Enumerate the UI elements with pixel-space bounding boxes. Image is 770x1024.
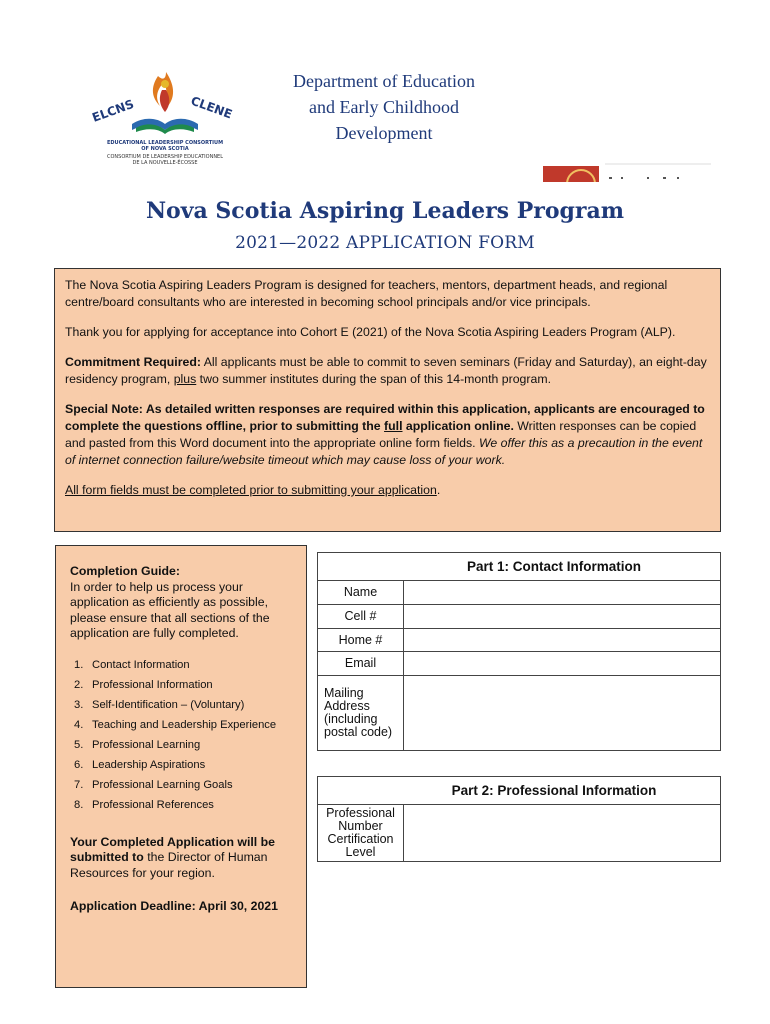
- svg-text:OF NOVA SCOTIA: OF NOVA SCOTIA: [141, 146, 189, 152]
- special-note-full: full: [384, 419, 403, 433]
- list-item: 2. Professional Information: [74, 678, 213, 691]
- partner-logo-graphic: [543, 162, 711, 182]
- intro-paragraph-1: The Nova Scotia Aspiring Leaders Program is designed for teachers, mentors, department heads, and regional centre/board consultants who are interested in becoming school principals and/or vice principals.: [65, 278, 668, 309]
- list-item: 5. Professional Learning: [74, 738, 201, 751]
- department-line-1: Department of Education: [293, 71, 475, 91]
- list-item: 1. Contact Information: [74, 658, 190, 671]
- intro-paragraph-5: [65, 482, 710, 499]
- intro-paragraph-2: Thank you for applying for acceptance into Cohort E (2021) of the Nova Scotia Aspiring Leaders Program (ALP).: [65, 325, 676, 339]
- special-note-text: Written responses can be copied and pasted from this Word document into the appropriate online form fields.: [65, 419, 697, 450]
- commitment-plus: plus: [173, 372, 197, 386]
- svg-text:CLENE: CLENE: [188, 93, 235, 122]
- submission-note-bold: Your Completed Application will be submitted to: [70, 834, 275, 864]
- email-field[interactable]: [404, 652, 721, 676]
- commitment-text-a: All applicants must be able to commit to seven seminars (Friday and Saturday), an eight-day residency program,: [65, 355, 707, 386]
- application-deadline: Application Deadline: April 30, 2021: [70, 899, 278, 913]
- list-item: 4. Teaching and Leadership Experience: [74, 718, 277, 731]
- submission-note-text: the Director of Human Resources for your region.: [70, 850, 268, 880]
- cell-label: Cell #: [318, 605, 404, 629]
- special-note-b: application online.: [405, 419, 514, 433]
- professional-number-field[interactable]: [404, 805, 721, 862]
- professional-information-table: [317, 776, 721, 862]
- home-label: Home #: [318, 629, 404, 652]
- contact-information-table: [317, 552, 721, 751]
- list-item: 3. Self-Identification – (Voluntary): [74, 698, 245, 711]
- guide-text: In order to help us process your application as efficiently as possible, please ensure that all sections of the application are fully completed.: [70, 579, 270, 640]
- list-item: 7. Professional Learning Goals: [74, 778, 233, 791]
- svg-text:DE LA NOUVELLE-ÉCOSSE: DE LA NOUVELLE-ÉCOSSE: [132, 160, 198, 166]
- form-fields-note-end: .: [436, 483, 441, 497]
- cell-field[interactable]: [404, 605, 721, 629]
- special-note-italic: We offer this as a precaution in the event of internet connection failure/website timeout which may cause loss of your work.: [65, 436, 703, 467]
- department-name: [250, 68, 518, 146]
- svg-text:ELCNS: ELCNS: [90, 96, 136, 125]
- elcns-logo-graphic: [80, 62, 250, 174]
- professional-number-label: Professional Number Certification Level: [318, 805, 404, 862]
- commitment-text-b: two summer institutes during the span of this 14-month program.: [199, 372, 551, 386]
- svg-text:CONSORTIUM DE LEADERSHIP EDUCA: CONSORTIUM DE LEADERSHIP EDUCATIONNEL: [106, 154, 224, 160]
- name-label: Name: [318, 581, 404, 605]
- guide-heading: Completion Guide:: [70, 564, 180, 578]
- department-line-3: Development: [335, 123, 433, 143]
- part2-heading: Part 2: Professional Information: [318, 777, 721, 805]
- completion-guide: [55, 545, 307, 988]
- elcns-logo: [80, 62, 250, 174]
- intro-box: [54, 268, 721, 532]
- guide-list: [70, 655, 296, 815]
- page-title: Nova Scotia Aspiring Leaders Program: [145, 198, 625, 224]
- submission-note: [70, 835, 296, 882]
- special-note-a: Special Note: As detailed written responses are required within this application, applicants are encouraged to complete the questions offline, prior to submitting the: [65, 402, 705, 433]
- email-label: Email: [318, 652, 404, 676]
- list-item: 6. Leadership Aspirations: [74, 758, 206, 771]
- partner-logo: [543, 162, 711, 182]
- mailing-address-field[interactable]: [404, 676, 721, 751]
- form-fields-note: All form fields must be completed prior to submitting your application: [65, 483, 437, 497]
- name-field[interactable]: [404, 581, 721, 605]
- part1-heading: Part 1: Contact Information: [318, 553, 721, 581]
- intro-paragraph-3: [65, 354, 710, 388]
- department-line-2: and Early Childhood: [309, 97, 459, 117]
- intro-paragraph-4: [65, 401, 710, 469]
- page-subtitle: 2021—2022 APPLICATION FORM: [235, 233, 535, 253]
- commitment-label: Commitment Required:: [65, 355, 201, 369]
- list-item: 8. Professional References: [74, 798, 214, 811]
- mailing-address-label: Mailing Address (including postal code): [318, 676, 404, 751]
- home-field[interactable]: [404, 629, 721, 652]
- svg-text:EDUCATIONAL LEADERSHIP CONSORT: EDUCATIONAL LEADERSHIP CONSORTIUM: [106, 140, 224, 146]
